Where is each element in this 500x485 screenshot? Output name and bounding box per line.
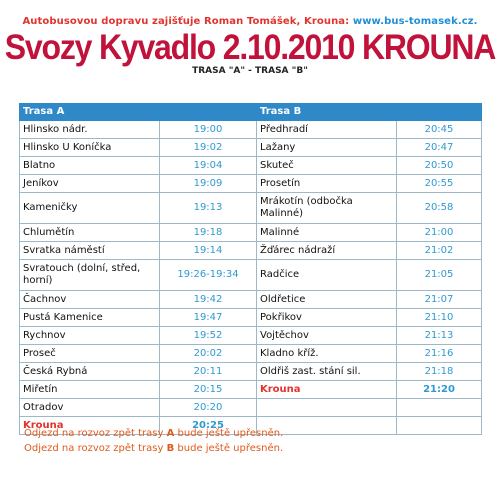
time-b: 21:10 xyxy=(397,309,482,327)
stop-b: Mrákotín (odbočka Malinné) xyxy=(257,193,397,224)
time-a: 19:26-19:34 xyxy=(160,260,257,291)
stop-b: Předhradí xyxy=(257,121,397,139)
stop-a: Čachnov xyxy=(20,291,160,309)
table-row xyxy=(20,224,482,242)
time-b: 21:20 xyxy=(397,381,482,399)
stop-b: Skuteč xyxy=(257,157,397,175)
operator-line xyxy=(0,16,500,27)
table-row xyxy=(20,291,482,309)
time-a: 19:52 xyxy=(160,327,257,345)
stop-a: Kameničky xyxy=(20,193,160,224)
time-b: 21:07 xyxy=(397,291,482,309)
stop-b: Vojtěchov xyxy=(257,327,397,345)
website-link[interactable]: www.bus-tomasek.cz. xyxy=(352,16,478,27)
note-route-a: Odjezd na rozvoz zpět trasy A bude ještě upřesněn. xyxy=(24,428,284,439)
table-row xyxy=(20,139,482,157)
time-a: 20:20 xyxy=(160,399,257,417)
time-b xyxy=(397,399,482,417)
table-row xyxy=(20,309,482,327)
stop-b: Oldřiš zast. stání sil. xyxy=(257,363,397,381)
header-trasa-b: Trasa B xyxy=(257,104,397,121)
stop-a: Otradov xyxy=(20,399,160,417)
time-a: 20:15 xyxy=(160,381,257,399)
page-title: Svozy Kyvadlo 2.10.2010 KROUNA xyxy=(4,27,496,67)
time-a: 20:25 xyxy=(160,417,257,435)
time-b: 20:50 xyxy=(397,157,482,175)
stop-a: Krouna xyxy=(20,417,160,435)
stop-b: Prosetín xyxy=(257,175,397,193)
time-a: 19:09 xyxy=(160,175,257,193)
time-b: 21:02 xyxy=(397,242,482,260)
stop-b: Kladno kříž. xyxy=(257,345,397,363)
time-a: 19:13 xyxy=(160,193,257,224)
stop-a: Hlinsko nádr. xyxy=(20,121,160,139)
stop-b: Lažany xyxy=(257,139,397,157)
table-row xyxy=(20,193,482,224)
time-a: 19:42 xyxy=(160,291,257,309)
table-row xyxy=(20,242,482,260)
table-row xyxy=(20,175,482,193)
stop-b: Pokřikov xyxy=(257,309,397,327)
time-b: 21:18 xyxy=(397,363,482,381)
stop-a: Jeníkov xyxy=(20,175,160,193)
stop-b: Krouna xyxy=(257,381,397,399)
header-trasa-a: Trasa A xyxy=(20,104,160,121)
time-a: 19:18 xyxy=(160,224,257,242)
stop-a: Chlumětín xyxy=(20,224,160,242)
time-b: 21:00 xyxy=(397,224,482,242)
table-row xyxy=(20,121,482,139)
timetable xyxy=(19,103,482,435)
routes-label: TRASA "A" - TRASA "B" xyxy=(192,66,308,76)
header-empty-b xyxy=(397,104,482,121)
stop-a: Svratouch (dolní, střed, horní) xyxy=(20,260,160,291)
time-a: 19:47 xyxy=(160,309,257,327)
table-header-row xyxy=(20,104,482,121)
time-b: 20:45 xyxy=(397,121,482,139)
header-empty-a xyxy=(160,104,257,121)
time-b: 20:55 xyxy=(397,175,482,193)
time-a: 19:14 xyxy=(160,242,257,260)
time-b: 21:05 xyxy=(397,260,482,291)
time-b xyxy=(397,417,482,435)
stop-a: Hlinsko U Koníčka xyxy=(20,139,160,157)
table-row xyxy=(20,363,482,381)
time-a: 20:02 xyxy=(160,345,257,363)
table-row xyxy=(20,345,482,363)
time-b: 21:13 xyxy=(397,327,482,345)
table-row xyxy=(20,157,482,175)
stop-b: Oldřetice xyxy=(257,291,397,309)
stop-a: Proseč xyxy=(20,345,160,363)
stop-a: Miřetín xyxy=(20,381,160,399)
time-a: 19:02 xyxy=(160,139,257,157)
stop-b: Malinné xyxy=(257,224,397,242)
time-a: 20:11 xyxy=(160,363,257,381)
table-row xyxy=(20,260,482,291)
time-a: 19:04 xyxy=(160,157,257,175)
stop-a: Rychnov xyxy=(20,327,160,345)
notes xyxy=(24,426,283,456)
time-b: 21:16 xyxy=(397,345,482,363)
table-row xyxy=(20,327,482,345)
stop-b xyxy=(257,399,397,417)
stop-b: Radčice xyxy=(257,260,397,291)
stop-b: Žďárec nádraží xyxy=(257,242,397,260)
stop-a: Pustá Kamenice xyxy=(20,309,160,327)
time-b: 20:58 xyxy=(397,193,482,224)
stop-a: Svratka náměstí xyxy=(20,242,160,260)
time-a: 19:00 xyxy=(160,121,257,139)
note-route-b: Odjezd na rozvoz zpět trasy B bude ještě upřesněn. xyxy=(24,443,284,454)
stop-a: Česká Rybná xyxy=(20,363,160,381)
operator-text: Autobusovou dopravu zajišťuje Roman Tomášek, Krouna: xyxy=(22,16,350,27)
table-row xyxy=(20,381,482,399)
time-b: 20:47 xyxy=(397,139,482,157)
table-row xyxy=(20,399,482,417)
stop-a: Blatno xyxy=(20,157,160,175)
